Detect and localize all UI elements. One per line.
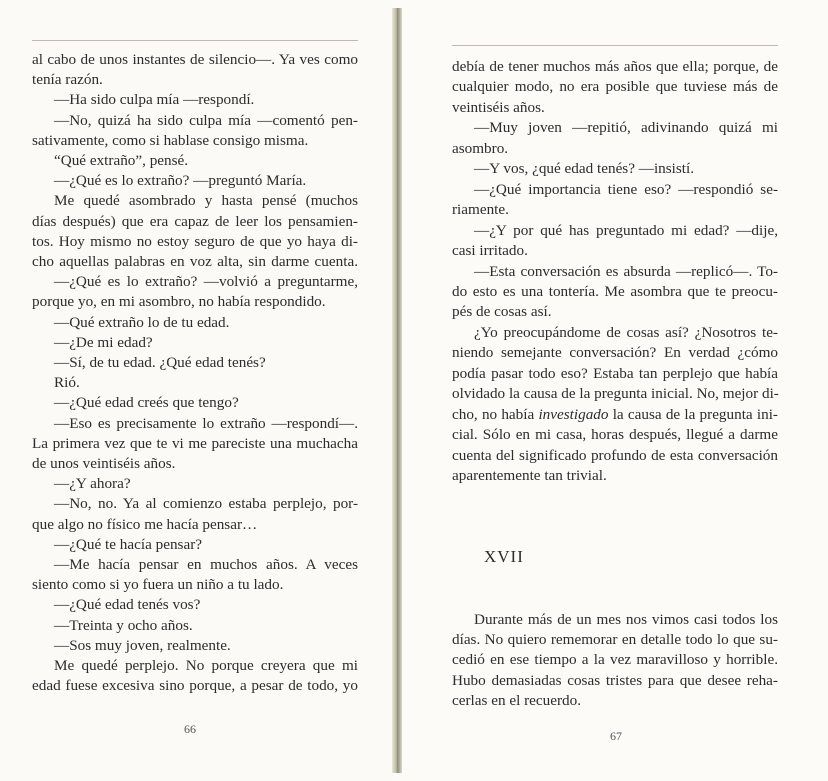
text-line: [452, 200, 778, 220]
line-text: ¿Yo preocupándome de cosas así? ¿Nosotros te-: [474, 323, 778, 341]
line-text: que algo no físico me hacía pensar…: [32, 515, 258, 533]
text-line: [452, 650, 778, 670]
text-line: [32, 232, 358, 252]
line-text: —¿Qué te hacía pensar?: [54, 535, 202, 553]
line-text: porque yo, en mi asombro, no había respondido.: [32, 293, 326, 311]
text-line: [54, 353, 358, 373]
left-page: [0, 0, 392, 781]
line-text: días después) que era capaz de leer los pensamien-: [32, 212, 358, 230]
line-text: asombro.: [452, 139, 509, 157]
line-text: —Me hacía pensar en muchos años. A veces: [54, 556, 358, 573]
text-line: [54, 373, 358, 393]
text-line: [32, 515, 358, 535]
text-line: [54, 535, 358, 555]
text-line: [474, 159, 778, 179]
italic-text: investigado: [538, 405, 609, 423]
book-gutter: [392, 8, 402, 773]
line-text: —No, quizá ha sido culpa mía —comentó pen-: [54, 111, 358, 129]
text-line: [452, 466, 778, 486]
line-text: —¿Y por qué has preguntado mi edad? —dije,: [474, 221, 778, 239]
line-text: Hubo demasiadas cosas tristes para que desee reha-: [452, 671, 778, 689]
line-text: —¿De mi edad?: [54, 333, 153, 351]
line-text: cerlas en el recuerdo.: [452, 691, 582, 709]
text-line: [32, 292, 358, 312]
line-text: —Eso es precisamente lo extraño —respondí—.: [54, 414, 358, 432]
text-line: [32, 212, 358, 232]
text-line: [54, 313, 358, 333]
line-text: —Esta conversación es absurda —replicó—. To-: [474, 262, 778, 280]
text-line: [54, 393, 358, 413]
line-text: —¿Y ahora?: [54, 475, 131, 493]
line-text: tenía razón.: [32, 71, 103, 89]
line-text: siento como si yo fuera un niño a tu lado.: [32, 576, 284, 594]
text-line: [32, 575, 358, 595]
line-text: —¿Qué importancia tiene eso? —respondió se-: [474, 180, 778, 198]
text-line: [54, 414, 358, 434]
line-text: debía de tener muchos más años que ella; porque, de: [452, 58, 778, 75]
text-line: [474, 262, 778, 282]
text-line: [452, 282, 778, 302]
line-text: aparentemente tan trivial.: [452, 467, 607, 484]
text-line: [32, 131, 358, 151]
right-page: [402, 0, 828, 781]
line-text: riamente.: [452, 201, 509, 219]
text-line: [452, 405, 778, 425]
text-line: [474, 610, 778, 630]
line-text: —¿Qué edad creés que tengo?: [54, 394, 239, 412]
page-number: 66: [184, 722, 196, 736]
text-line: [474, 180, 778, 200]
text-line: [54, 555, 358, 575]
line-text: cial. Sólo en mi casa, horas después, llegué a darme: [452, 426, 778, 444]
text-line: [54, 595, 358, 615]
chapter-heading: XVII: [484, 547, 524, 566]
line-text: —Sos muy joven, realmente.: [54, 636, 231, 654]
line-text: olvidado la causa de la pregunta inicial. No, mejor di-: [452, 385, 779, 403]
line-text: —Qué extraño lo de tu edad.: [54, 313, 230, 331]
text-line: [54, 656, 358, 676]
text-line: [452, 364, 778, 384]
line-text: cedió en ese tiempo a la vez maravilloso y horrible.: [452, 651, 778, 669]
text-line: [54, 111, 358, 131]
text-line: [452, 691, 778, 711]
line-text: la causa de la pregunta ini-: [608, 405, 778, 423]
text-line: [54, 171, 358, 191]
text-line: [452, 302, 778, 322]
header-rule: [452, 45, 778, 46]
text-line: [32, 70, 358, 90]
text-line: [32, 252, 358, 272]
text-line: [452, 425, 778, 445]
text-line: [54, 616, 358, 636]
text-line: [452, 343, 778, 363]
line-text: pés de cosas así.: [452, 303, 552, 321]
line-text: La primera vez que te vi me pareciste una muchacha: [32, 434, 358, 452]
text-line: [474, 323, 778, 343]
line-text: podía pasar todo eso? Estaba tan perplejo que había: [452, 364, 778, 382]
line-text: casi irritado.: [452, 242, 528, 260]
line-text: —¿Qué es lo extraño? —volvió a preguntarme,: [54, 273, 358, 291]
text-line: [452, 139, 778, 159]
text-line: [452, 671, 778, 691]
text-line: [32, 50, 358, 70]
text-line: [54, 494, 358, 514]
text-line: [452, 384, 778, 404]
text-line: [54, 151, 358, 171]
text-line: [452, 77, 778, 97]
text-line: [474, 221, 778, 241]
line-text: sativamente, como si hablase consigo misma.: [32, 131, 309, 149]
line-text: Rió.: [54, 374, 80, 392]
line-text: Me quedé asombrado y hasta pensé (muchos: [54, 192, 358, 210]
text-line: [452, 241, 778, 261]
text-line: [452, 630, 778, 650]
text-line: [54, 191, 358, 211]
line-text: días. No quiero rememorar en detalle todo lo que su-: [452, 631, 778, 649]
line-text: de unos veintiséis años.: [32, 455, 176, 472]
line-text: —¿Qué edad tenés vos?: [54, 596, 201, 614]
line-text: Me quedé perplejo. No porque creyera que mi: [54, 657, 358, 674]
text-line: [32, 454, 358, 474]
line-text: cuenta del significado profundo de esta conversación: [452, 446, 778, 464]
line-text: edad fuese excesiva sino porque, a pesar de todo, yo: [32, 677, 358, 695]
line-text: do esto es una tontería. Me asombra que te preocu-: [452, 282, 778, 300]
line-text: —Muy joven —repitió, adivinando quizá mi: [474, 119, 778, 137]
line-text: —Ha sido culpa mía —respondí.: [54, 91, 255, 109]
line-text: veintiséis años.: [452, 98, 545, 116]
text-line: [54, 333, 358, 353]
line-text: tos. Hoy mismo no estoy seguro de que yo haya di-: [32, 232, 358, 250]
text-line: [54, 272, 358, 292]
line-text: —Treinta y ocho años.: [54, 616, 193, 634]
text-line: [452, 446, 778, 466]
text-line: [32, 676, 358, 696]
line-text: cho, no había: [452, 405, 539, 423]
text-line: [452, 57, 778, 77]
line-text: —Y vos, ¿qué edad tenés? —insistí.: [474, 160, 695, 178]
page-number: 67: [610, 729, 622, 743]
line-text: cualquier modo, no era posible que tuviese más de: [452, 78, 778, 96]
line-text: niendo semejante conversación? En verdad ¿cómo: [452, 344, 778, 362]
text-line: [54, 636, 358, 656]
text-line: [54, 90, 358, 110]
header-rule: [32, 40, 358, 41]
line-text: —Sí, de tu edad. ¿Qué edad tenés?: [54, 354, 266, 371]
line-text: —¿Qué es lo extraño? —preguntó María.: [54, 172, 307, 190]
line-text: cho aquellas palabras en voz alta, sin darme cuenta.: [32, 253, 358, 270]
line-text: al cabo de unos instantes de silencio—. Ya ves como: [32, 51, 358, 68]
text-line: [32, 434, 358, 454]
text-line: [54, 474, 358, 494]
line-text: “Qué extraño”, pensé.: [54, 152, 189, 169]
text-line: [452, 98, 778, 118]
line-text: —No, no. Ya al comienzo estaba perplejo, por-: [54, 495, 358, 513]
line-text: Durante más de un mes nos vimos casi todos los: [474, 611, 778, 628]
text-line: [474, 118, 778, 138]
